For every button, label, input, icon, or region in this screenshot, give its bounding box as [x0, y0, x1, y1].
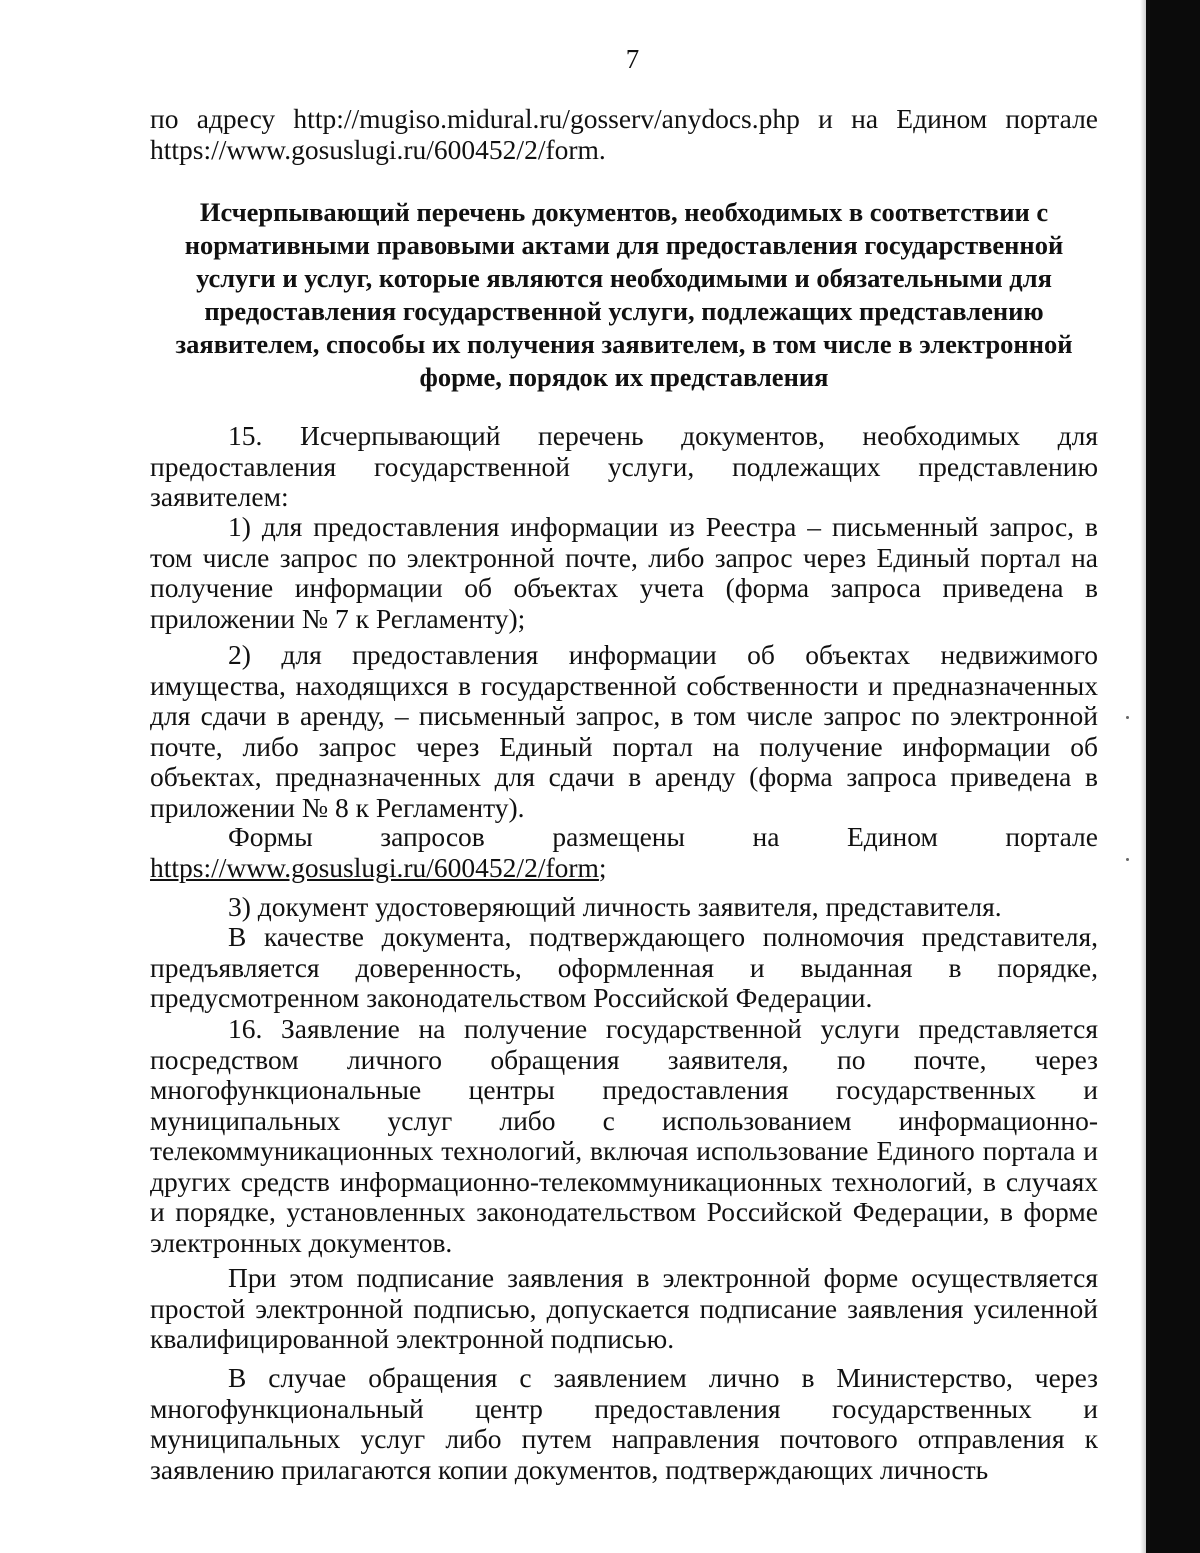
section-heading: Исчерпывающий перечень документов, необходимых в соответствии с нормативными правовыми актами для предоставления государственной услуги и услуг, которые являются необходимыми и обязательными для предоставления государственной услуги, подлежащих представлению заявителем, способы их получения заявителем, в том числе в электронной форме, порядок их представления [175, 197, 1073, 392]
paragraph-15-item-1: 1) для предоставления информации из Реестра – письменный запрос, в том числе запрос по электронной почте, либо запрос через Единый портал на получение информации об объектах учета (форма запроса приведена в приложении № 7 к Регламенту); [150, 511, 1098, 634]
signature-paragraph: При этом подписание заявления в электронной форме осуществляется простой электронной подписью, допускается подписание заявления усиленной квалифицированной электронной подписью. [150, 1262, 1098, 1354]
copies-paragraph: В случае обращения с заявлением лично в Министерство, через многофункциональный центр предоставления государственных и муниципальных услуг либо путем направления почтового отправления к заявлению прилагаются копии документов, подтверждающих личность [150, 1362, 1098, 1485]
representative-paragraph: В качестве документа, подтверждающего полномочия представителя, предъявляется доверенность, оформленная и выданная в порядке, предусмотренном законодательством Российской Федерации. [150, 921, 1098, 1013]
scan-speck [1126, 716, 1129, 719]
forms-link-end: ; [598, 852, 607, 883]
scan-edge [1146, 0, 1200, 1553]
intro-paragraph: по адресу http://mugiso.midural.ru/gosserv/anydocs.php и на Едином портале https://www.gosuslugi.ru/600452/2/form. [150, 103, 1098, 165]
forms-link[interactable]: https://www.gosuslugi.ru/600452/2/form [150, 852, 599, 883]
forms-note: Формы запросов размещены на Едином портале [228, 821, 1098, 852]
paragraph-15: 15. Исчерпывающий перечень документов, необходимых для предоставления государственной услуги, подлежащих представлению заявителем: [150, 420, 1098, 512]
paragraph-15-item-3: 3) документ удостоверяющий личность заявителя, представителя. [228, 891, 1002, 922]
paragraph-16: 16. Заявление на получение государственной услуги представляется посредством личного обращения заявителя, по почте, через многофункциональные центры предоставления государственных и муниципальных услуг либо с использованием информационно-телекоммуникационных технологий, включая использование Единого портала и других средств информационно-телекоммуникационных технологий, в случаях и порядке, установленных законодательством Российской Федерации, в форме электронных документов. [150, 1013, 1098, 1258]
page-number: 7 [625, 44, 640, 74]
scan-speck [1126, 858, 1129, 861]
forms-link-line [150, 853, 1098, 884]
paragraph-15-item-2: 2) для предоставления информации об объектах недвижимого имущества, находящихся в государственной собственности и предназначенных для сдачи в аренду, – письменный запрос, в том числе запрос по электронной почте, либо запрос через Единый портал на получение информации об объектах, предназначенных для сдачи в аренду (форма запроса приведена в приложении № 8 к Регламенту). [150, 639, 1098, 823]
